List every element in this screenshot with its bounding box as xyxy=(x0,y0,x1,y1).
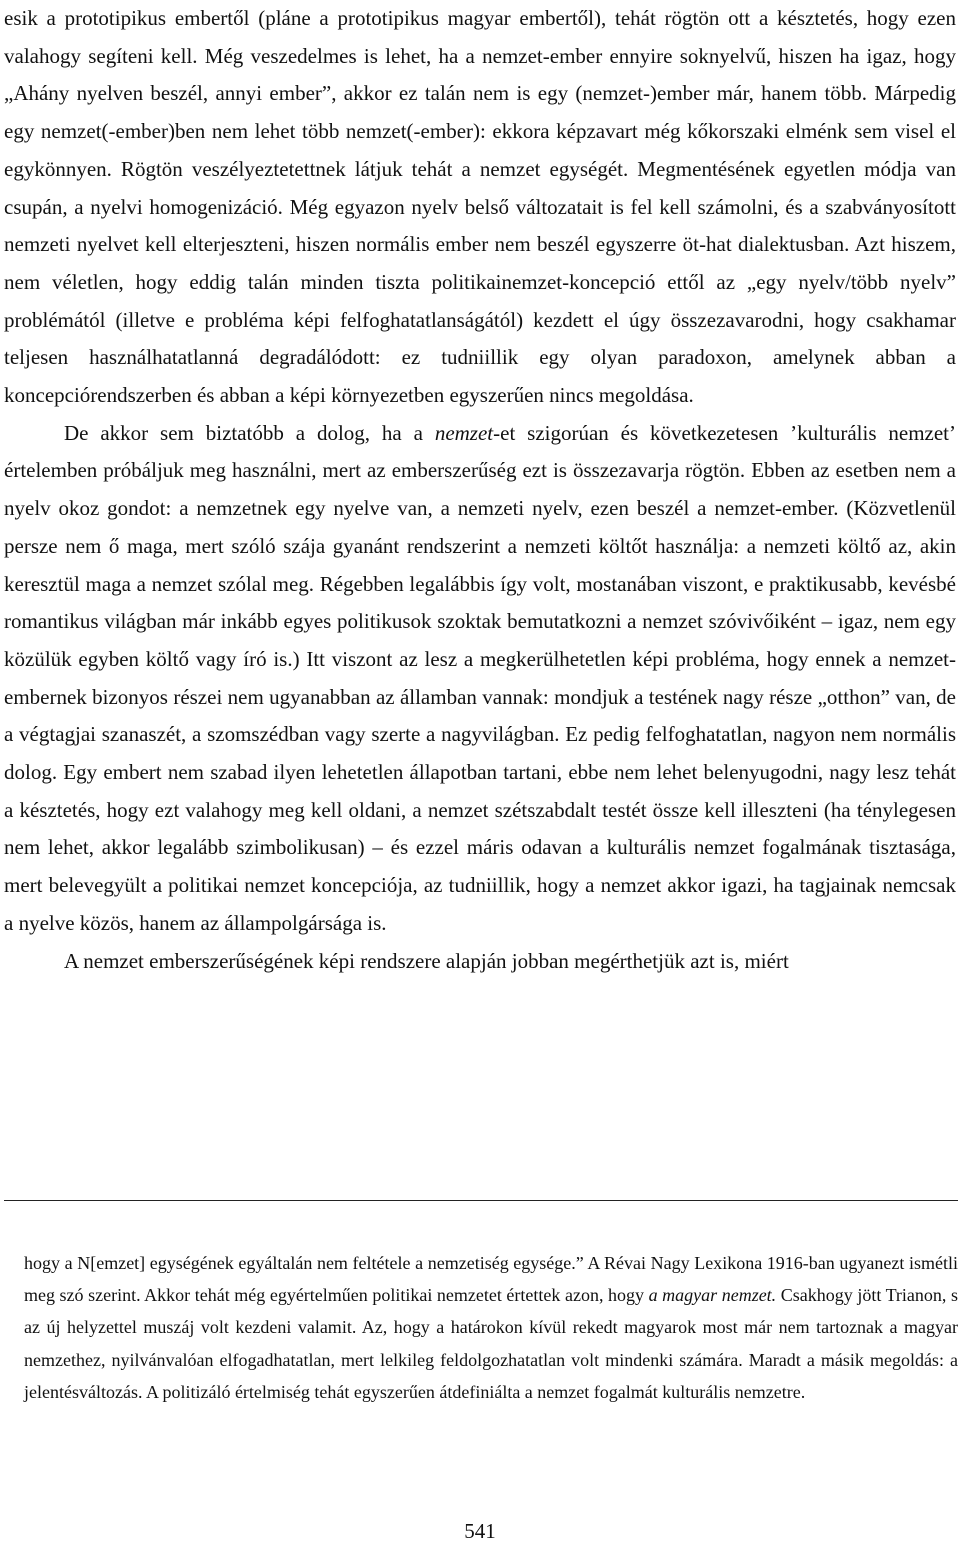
paragraph-2-text-b: -et szigorúan és következetesen ’kulturális nemzet’ értelemben próbáljuk meg használni, mert az emberszerűség ezt is összezavarja rögtön. Ebben az esetben nem a nyelv okoz gondot: a nemzetnek egy nyelve van, a nemzeti nyelv, ezen beszél a nemzet-ember. (Közvetlenül persze nem ő maga, mert szóló szája gyanánt rendszerint a nemzeti költőt használja: a nemzeti költő az, akin keresztül maga a nemzet szólal meg. Régebben legalábbis így volt, mostanában viszont, e praktikusabb, kevésbé romantikus világban már inkább egyes politikusok szoktak bemutatkozni a nemzet szóvivőiként – igaz, nem egy közülük egyben költő vagy író is.) Itt viszont az lesz a megkerülhetetlen képi probléma, hogy ennek a nemzet-embernek bizonyos részei nem ugyanabban az államban vannak: mondjuk a testének nagy része „otthon” van, de a végtagjai szanaszét, a szomszédban vagy szerte a nagyvilágban. Ez pedig felfoghatatlan, nagyon nem normális dolog. Egy embert nem szabad ilyen lehetetlen állapotban tartani, ebbe nem lehet belenyugodni, nagy lesz tehát a késztetés, hogy ezt valahogy meg kell oldani, a nemzet szétszabdalt testét össze kell illeszteni (ha ténylegesen nem lehet, akkor legalább szimbolikusan) – és ezzel máris odavan a kulturális nemzet fogalmának tisztasága, mert belevegyült a politikai nemzet koncepciója, az tudniillik, hogy a nemzet akkor igazi, ha tagjainak nemcsak a nyelve közös, hanem az állampolgársága is. xyxy=(4,420,956,935)
footnote xyxy=(24,1247,958,1408)
body-text xyxy=(4,0,956,980)
footnote-text-b: Csakhogy jött Trianon, s az új helyzettel muszáj volt kezdeni valamit. Az, hogy a határokon kívül rekedt magyarok most már nem tartoznak a magyar nemzethez, nyilvánvalóan elfogadhatatlan, mert lelkileg feldolgozhatatlan volt mindenki számára. Maradt a másik megoldás: a jelentésváltozás. A politizáló értelmiség tehát egyszerűen átdefiniálta a nemzet fogalmát kulturális nemzetre. xyxy=(24,1285,958,1402)
footnote-text-a: hogy a N[emzet] egységének egyáltalán nem feltétele a nemzetiség egysége.” A Révai Nagy Lexikona 1916-ban ugyanezt ismétli meg szó szerint. Akkor tehát még egyértelműen politikai nemzetet értettek azon, hogy xyxy=(24,1253,958,1306)
paragraph-1: esik a prototipikus embertől (pláne a prototipikus magyar embertől), tehát rögtön ott a késztetés, hogy ezen valahogy segíteni kell. Még veszedelmes is lehet, ha a nemzet-ember ennyire soknyelvű, hiszen ha igaz, hogy „Ahány nyelven beszél, annyi ember”, akkor ez talán nem is egy (nemzet-)ember már, hanem több. Márpedig egy nemzet(-ember)ben nem lehet több nemzet(-ember): ekkora képzavart még kőkorszaki elménk sem visel el egykönnyen. Rögtön veszélyeztetettnek látjuk tehát a nemzet egységét. Megmentésének egyetlen módja van csupán, a nyelvi homogenizáció. Még egyazon nyelv belső változatait is fel kell számolni, és a szabványosított nemzeti nyelvet kell elterjeszteni, hiszen normális ember nem beszél egyszerre öt-hat dialektusban. Azt hiszem, nem véletlen, hogy eddig talán minden tiszta politikainemzet-koncepció ettől az „egy nyelv/több nyelv” problémától (illetve e probléma képi felfoghatatlanságától) kezdett el úgy összezavarodni, hogy csakhamar teljesen használhatatlanná degradálódott: ez tudniillik egy olyan paradoxon, amelynek abban a koncepciórendszerben és abban a képi környezetben egyszerűen nincs megoldása. xyxy=(4,6,956,408)
page-number: 541 xyxy=(464,1519,496,1543)
paragraph-2-emphasis: nemzet xyxy=(434,420,494,445)
footnote-separator xyxy=(4,1200,958,1201)
paragraph-2-text-a: De akkor sem biztatóbb a dolog, ha a xyxy=(64,420,435,445)
paragraph-2 xyxy=(4,415,956,943)
footnote-emphasis: a magyar nemzet. xyxy=(648,1285,777,1306)
paragraph-3: A nemzet emberszerűségének képi rendszere alapján jobban megérthetjük azt is, miért xyxy=(64,948,789,973)
